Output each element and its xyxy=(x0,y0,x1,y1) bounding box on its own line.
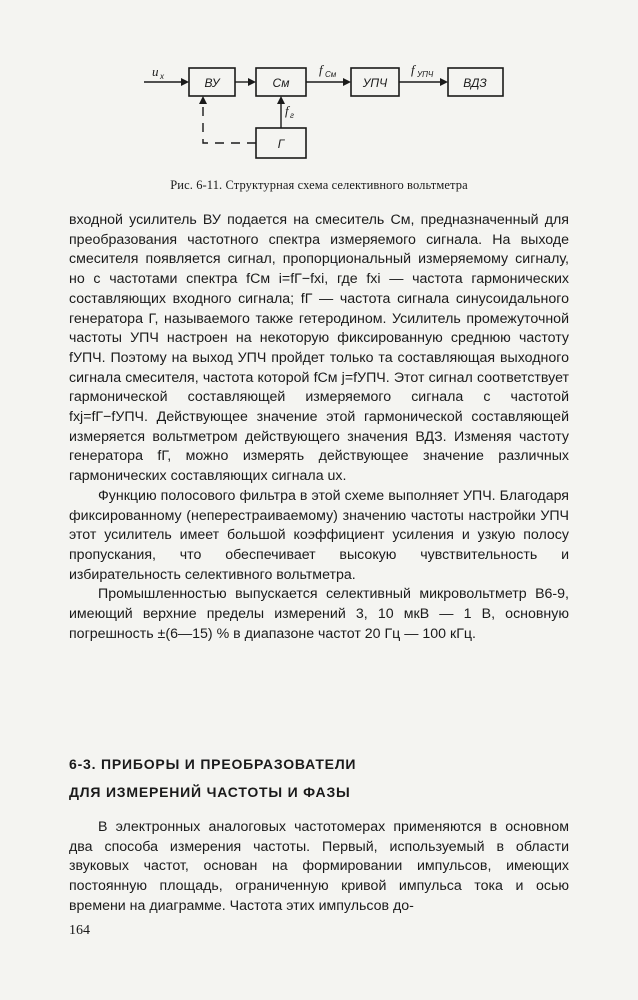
block-diagram xyxy=(130,52,520,172)
f-sm-sub: См xyxy=(325,70,337,79)
vu-to-sm-arrowhead xyxy=(248,78,256,86)
paragraph-4: В электронных аналоговых частотомерах применяются в основном два способа измерения частоты. Первый, используемый в области звуковых частот, основан на формировании импульсов, имеющих постоянную площадь, ограниченную кривой импульса тока и осью времени на диаграмме. Частота этих импульсов до- xyxy=(69,819,569,914)
body-text-lower xyxy=(69,818,569,917)
section-heading-line-2: ДЛЯ ИЗМЕРЕНИЙ ЧАСТОТЫ И ФАЗЫ xyxy=(69,784,351,800)
f-sm-label: f xyxy=(319,62,323,77)
paragraph-2: Функцию полосового фильтра в этой схеме выполняет УПЧ. Благодаря фиксированному (неперестраиваемому) значению частоты настройки УПЧ этот усилитель имеет большой коэффициент усиления и узкую полосу пропускания, что обеспечивает высокую чувствительность и избирательность селективного вольтметра. xyxy=(69,487,569,583)
input-arrowhead xyxy=(181,78,189,86)
f-upch-sub: УПЧ xyxy=(417,70,434,79)
block-vu-label: ВУ xyxy=(204,76,220,90)
section-heading xyxy=(69,750,569,806)
f-g-sub: г xyxy=(290,111,294,120)
page-number: 164 xyxy=(69,923,90,938)
input-label: u xyxy=(152,64,159,79)
paragraph-1: входной усилитель ВУ подается на смеситель См, предназначенный для преобразования частотного спектра измеряемого сигнала. На выходе смесителя появляется сигнал, пропорциональный измеряемому сигналу, но с частотами спектра fСм i=fГ−fxi, где fxi — частота гармонических составляющих входного сигнала; fГ — частота сигнала синусоидального генератора Г, называемого также гетеродином. Усилитель промежуточной частоты УПЧ настроен на некоторую фиксированную среднюю частоту fУПЧ. Поэтому на выход УПЧ пройдет только та составляющая выходного сигнала смесителя, частота которой fСм j=fУПЧ. Этот сигнал соответствует гармонической составляющей измеряемого сигнала с частотой fxj=fГ−fУПЧ. Действующее значение этой гармонической составляющей измеряется вольтметром действующего значения ВДЗ. Изменяя частоту генератора fГ, можно измерять действующее значение различных гармонических составляющих сигнала ux. xyxy=(69,212,569,485)
g-to-sm-arrowhead xyxy=(277,96,285,104)
input-label-sub: x xyxy=(160,72,164,81)
f-g-label: f xyxy=(285,103,289,118)
f-upch-label: f xyxy=(411,62,415,77)
body-text-upper xyxy=(69,211,569,644)
block-g-label: Г xyxy=(277,137,285,151)
upch-to-vdz-arrowhead xyxy=(440,78,448,86)
figure-caption: Рис. 6-11. Структурная схема селективного вольтметра xyxy=(170,178,468,192)
section-heading-line-1: 6-3. ПРИБОРЫ И ПРЕОБРАЗОВАТЕЛИ xyxy=(69,756,357,772)
block-vdz-label: ВДЗ xyxy=(463,76,487,90)
g-to-vu-dashed-link xyxy=(203,104,256,143)
paragraph-3: Промышленностью выпускается селективный микровольтметр В6-9, имеющий верхние пределы измерений 3, 10 мкВ — 1 В, основную погрешность ±(6—15) % в диапазоне частот 20 Гц — 100 кГц. xyxy=(69,586,569,642)
block-sm-label: См xyxy=(272,76,290,90)
block-upch-label: УПЧ xyxy=(362,76,388,90)
sm-to-upch-arrowhead xyxy=(343,78,351,86)
g-to-vu-arrowhead xyxy=(199,96,207,104)
